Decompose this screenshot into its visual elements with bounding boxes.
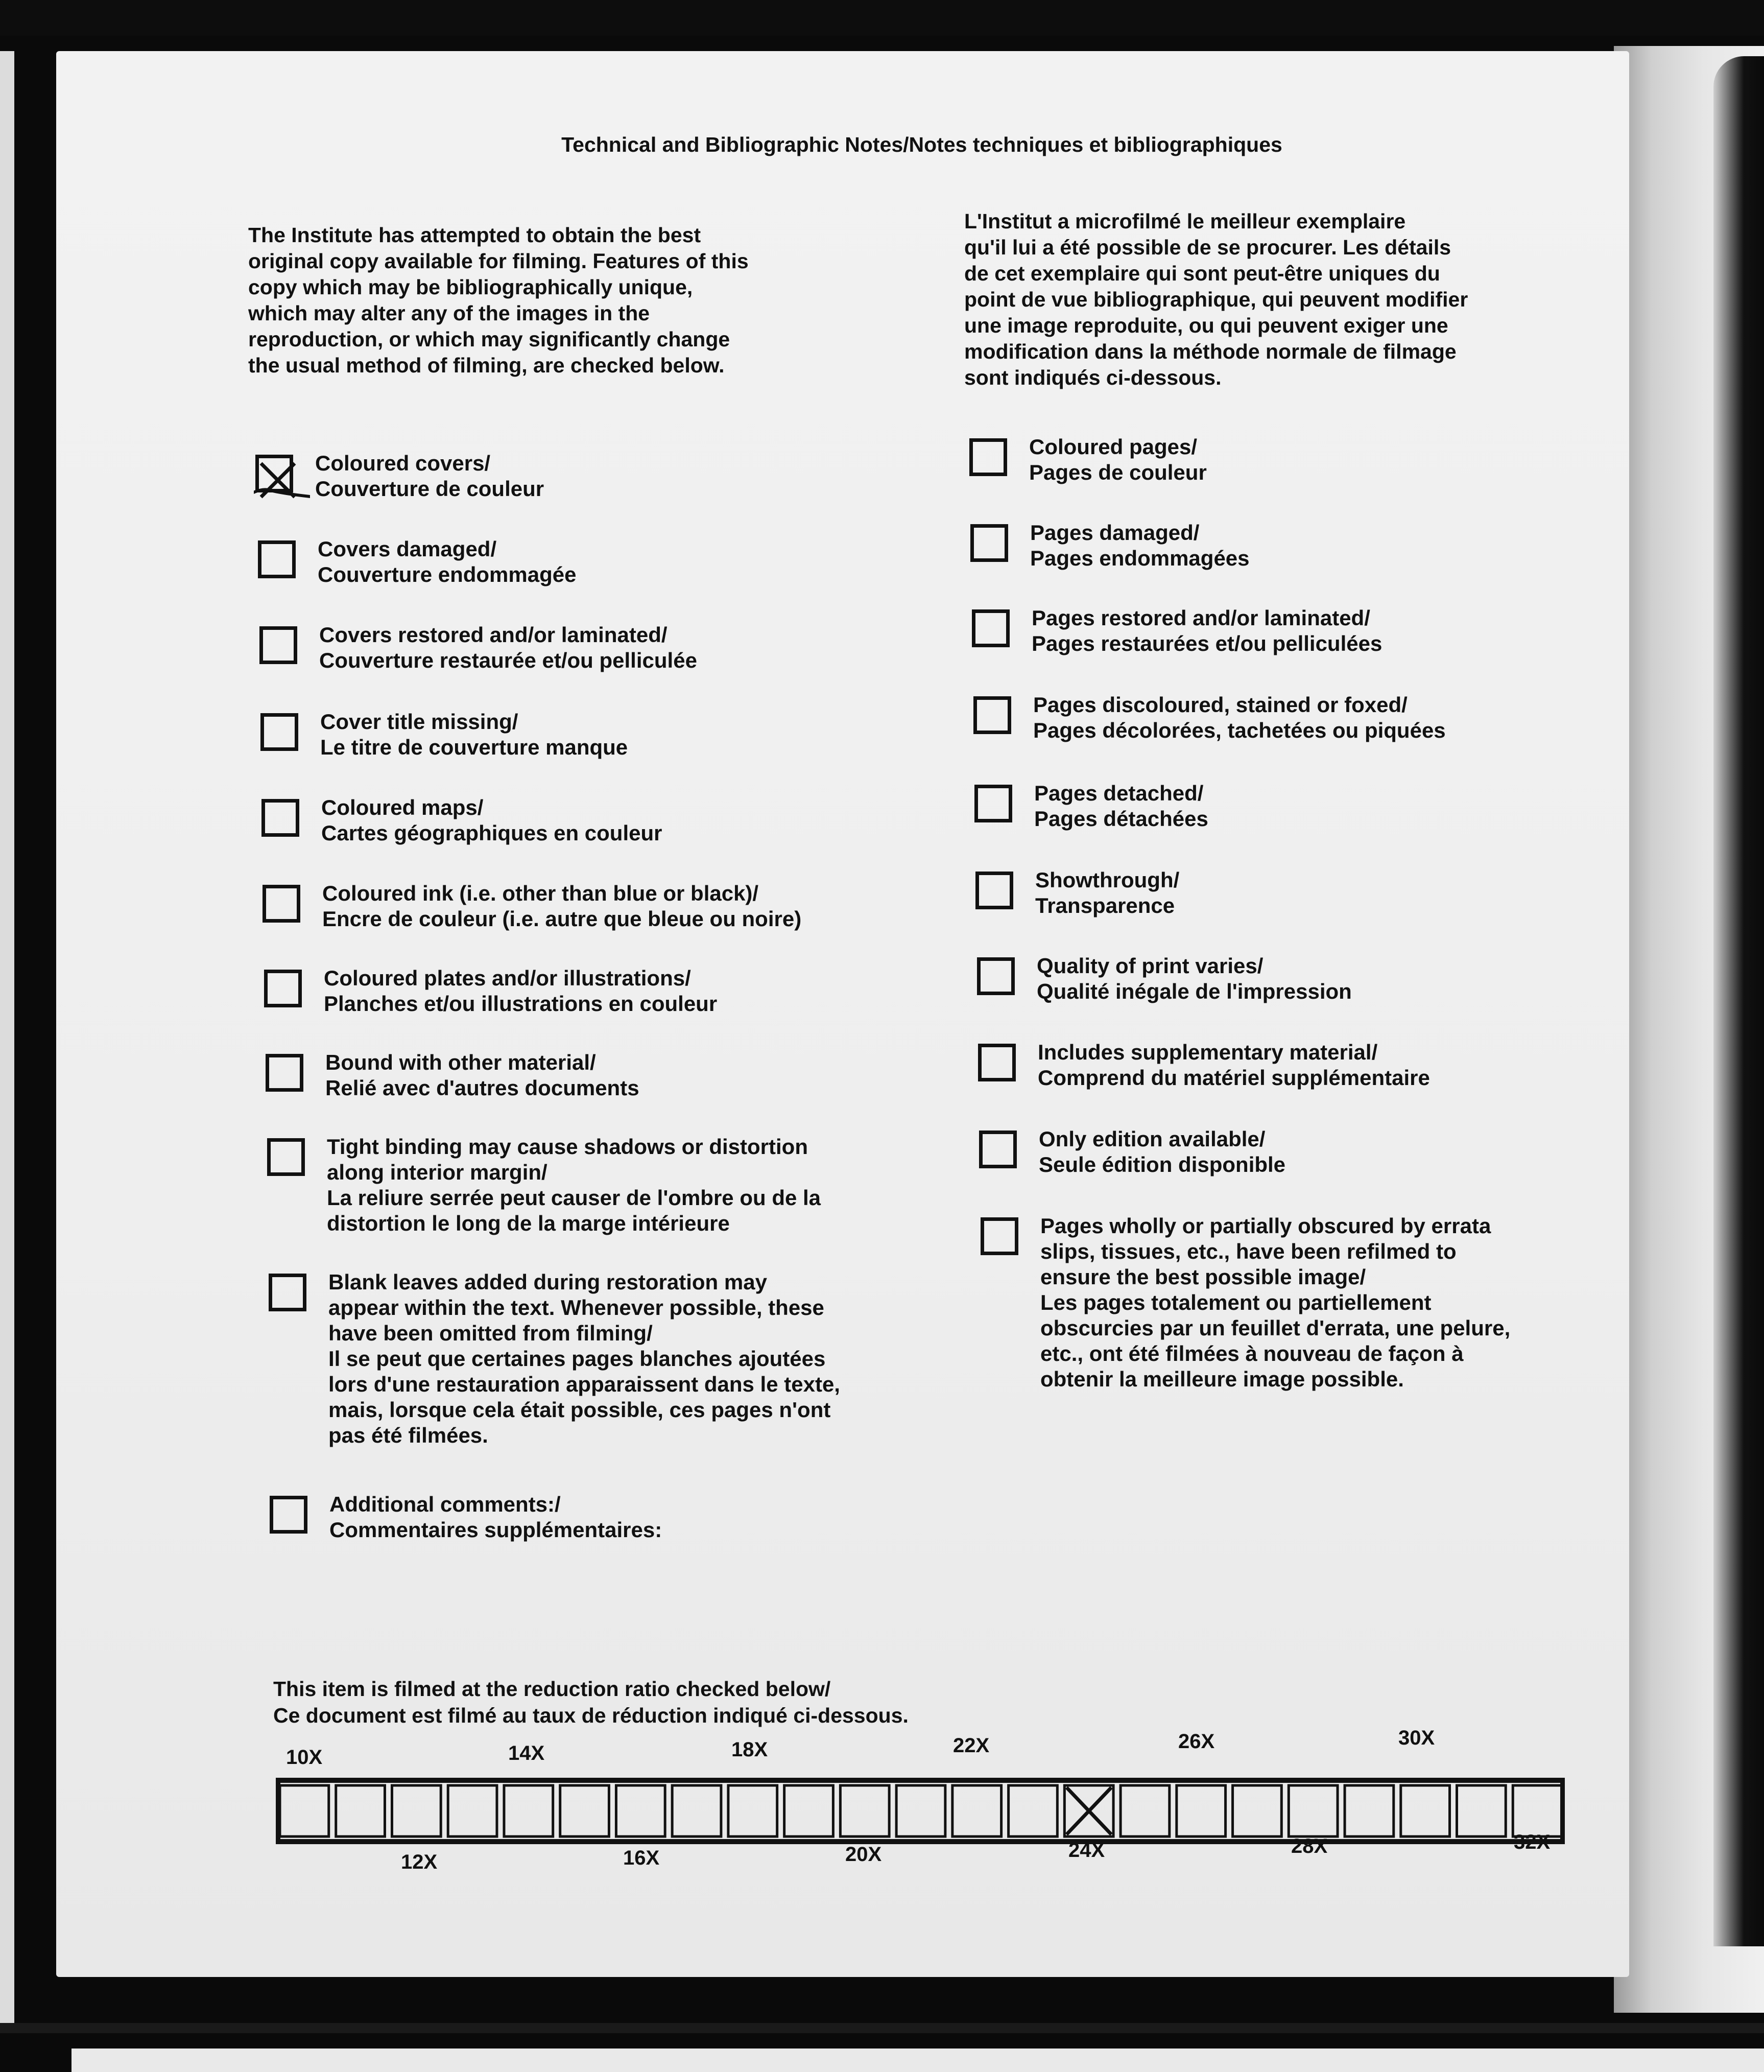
ratio-label-bottom: 32X (1514, 1831, 1551, 1853)
background-shadow-right (1713, 56, 1764, 1946)
ratio-cell[interactable] (1401, 1785, 1450, 1836)
checkbox[interactable] (969, 438, 1007, 476)
ratio-cell[interactable] (1121, 1785, 1170, 1836)
checklist-label: Blank leaves added during restoration may appear within the text. Whenever possible, these have been omitted from filming/ Il se peut que certaines pages blanches ajoutées lors d'une restauration apparaissent dans le texte, mais, lorsque cela était possible, ces pages n'ont pas été filmées. (328, 1270, 840, 1447)
checkbox[interactable] (267, 1138, 305, 1176)
ratio-label-top: 18X (731, 1738, 768, 1761)
ratio-cell[interactable] (784, 1785, 833, 1836)
checkbox[interactable] (973, 696, 1011, 734)
ratio-cell[interactable] (1233, 1785, 1282, 1836)
film-frame-top (0, 0, 1764, 36)
checklist-label: Pages damaged/ Pages endommagées (1030, 521, 1250, 570)
ratio-cell[interactable] (896, 1785, 945, 1836)
ratio-cell[interactable] (616, 1785, 665, 1836)
checkbox[interactable] (255, 455, 293, 492)
checkbox[interactable] (972, 609, 1010, 647)
ratio-label-top: 14X (508, 1742, 545, 1764)
checklist-label: Covers damaged/ Couverture endommagée (318, 537, 577, 586)
checklist-label: Tight binding may cause shadows or distortion along interior margin/ La reliure serrée peut causer de l'ombre ou de la distortion le long de la marge intérieure (327, 1135, 821, 1235)
ratio-cell[interactable] (952, 1785, 1002, 1836)
checkbox[interactable] (977, 957, 1015, 995)
checklist-label: Additional comments:/ Commentaires supplémentaires: (329, 1492, 662, 1542)
checkbox[interactable] (269, 1274, 306, 1311)
ratio-cell[interactable] (560, 1785, 609, 1836)
checklist-label: Coloured covers/ Couverture de couleur (315, 451, 544, 501)
ratio-cell[interactable] (504, 1785, 553, 1836)
checklist-label: Cover title missing/ Le titre de couverture manque (320, 710, 628, 759)
checklist-label: Coloured pages/ Pages de couleur (1029, 435, 1207, 484)
ratio-label-top: 22X (953, 1734, 990, 1757)
ratio-cell[interactable] (1513, 1785, 1562, 1836)
checklist-label: Coloured maps/ Cartes géographiques en couleur (321, 795, 662, 845)
ratio-cell[interactable] (672, 1785, 721, 1836)
checkbox[interactable] (258, 540, 296, 578)
film-frame-bottom-bar (0, 2023, 1764, 2033)
checkbox[interactable] (270, 1496, 307, 1534)
checklist-label: Pages discoloured, stained or foxed/ Pages décolorées, tachetées ou piquées (1033, 693, 1446, 742)
checkbox[interactable] (266, 1054, 303, 1092)
intro-english: The Institute has attempted to obtain the best original copy available for filming. Features of this copy which may be bibliographically unique, which may alter any of the images in the reproduction, or which may significantly change the usual method of filming, are checked below. (248, 223, 749, 377)
reduction-ratio-caption: This item is filmed at the reduction ratio checked below/ Ce document est filmé au taux de réduction indiqué ci-dessous. (273, 1677, 909, 1727)
checkbox[interactable] (264, 970, 302, 1007)
checklist-label: Pages detached/ Pages détachées (1034, 781, 1208, 831)
checklist-label: Only edition available/ Seule édition disponible (1039, 1127, 1286, 1176)
ratio-cell[interactable] (1289, 1785, 1338, 1836)
ratio-cell[interactable] (1177, 1785, 1226, 1836)
ratio-bar-outline (278, 1780, 1563, 1842)
ratio-label-bottom: 20X (845, 1843, 882, 1866)
checklist-label: Includes supplementary material/ Comprend du matériel supplémentaire (1038, 1040, 1430, 1090)
checkbox[interactable] (974, 785, 1012, 822)
checklist-label: Showthrough/ Transparence (1035, 868, 1180, 917)
checkbox[interactable] (975, 872, 1013, 909)
ratio-label-bottom: 12X (401, 1851, 438, 1873)
ratio-cell[interactable] (392, 1785, 441, 1836)
checklist-label: Bound with other material/ Relié avec d'autres documents (325, 1050, 639, 1100)
ratio-cell[interactable] (448, 1785, 497, 1836)
checkbox[interactable] (261, 799, 299, 837)
checkbox[interactable] (978, 1044, 1016, 1081)
checkbox[interactable] (260, 713, 298, 751)
checklist-label: Coloured ink (i.e. other than blue or black)/ Encre de couleur (i.e. autre que bleue ou noire) (322, 881, 802, 931)
ratio-cell[interactable] (1009, 1785, 1058, 1836)
ratio-cell[interactable] (336, 1785, 385, 1836)
checkbox[interactable] (979, 1131, 1017, 1168)
ratio-cell[interactable] (840, 1785, 889, 1836)
ratio-label-bottom: 28X (1291, 1835, 1328, 1857)
ratio-cell[interactable] (280, 1785, 329, 1836)
page-title: Technical and Bibliographic Notes/Notes techniques et bibliographiques (561, 133, 1282, 156)
ratio-cell[interactable] (728, 1785, 777, 1836)
checklist-label: Pages restored and/or laminated/ Pages restaurées et/ou pelliculées (1032, 606, 1382, 655)
ratio-label-bottom: 16X (623, 1847, 660, 1869)
checkbox[interactable] (981, 1217, 1018, 1255)
ratio-cell[interactable] (1345, 1785, 1394, 1836)
ratio-cell[interactable] (1457, 1785, 1506, 1836)
ratio-label-top: 10X (286, 1746, 323, 1769)
ratio-label-bottom: 24X (1068, 1839, 1105, 1862)
checklist-label: Coloured plates and/or illustrations/ Planches et/ou illustrations en couleur (324, 966, 718, 1016)
film-frame-left-edge (0, 51, 14, 2033)
ratio-label-top: 26X (1178, 1730, 1215, 1753)
checkbox[interactable] (970, 524, 1008, 562)
checkbox[interactable] (259, 626, 297, 664)
film-frame-bottom-edge (71, 2049, 1764, 2072)
checkbox[interactable] (263, 885, 300, 923)
checklist-label: Pages wholly or partially obscured by errata slips, tissues, etc., have been refilmed to ensure the best possible image/ Les pages totalement ou partiellement obscurcies par un feuillet d'errata, une pelure, etc., ont été filmées à nouveau de façon à obtenir la meilleure image possible. (1040, 1214, 1511, 1391)
ratio-label-top: 30X (1398, 1727, 1435, 1749)
checklist-label: Quality of print varies/ Qualité inégale de l'impression (1037, 954, 1352, 1003)
reduction-ratio-bar (276, 1757, 1565, 1844)
checklist-label: Covers restored and/or laminated/ Couverture restaurée et/ou pelliculée (319, 623, 697, 672)
intro-french: L'Institut a microfilmé le meilleur exemplaire qu'il lui a été possible de se procurer. Les détails de cet exemplaire qui sont peut-être uniques du point de vue bibliographique, qui peuvent modifier une image reproduite, ou qui peuvent exiger une modification dans la méthode normale de filmage sont indiqués ci-dessous. (964, 209, 1468, 389)
